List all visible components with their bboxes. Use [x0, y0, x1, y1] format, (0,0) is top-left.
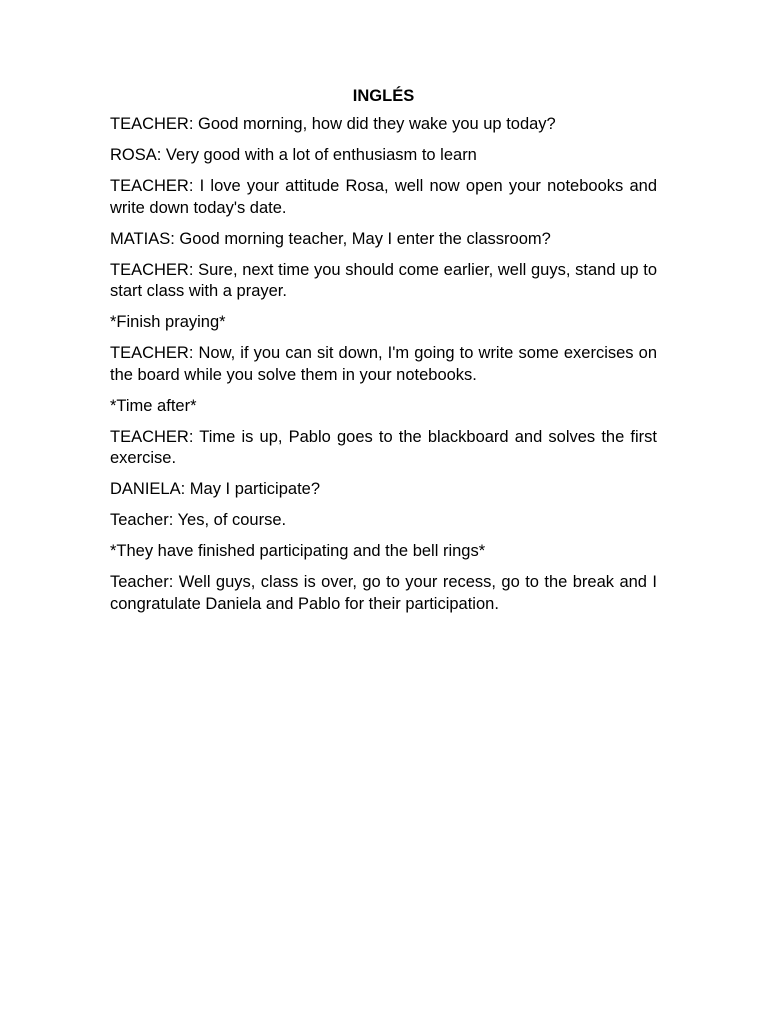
dialogue-line-7: TEACHER: Time is up, Pablo goes to the blackboard and solves the first exercise.: [110, 427, 657, 467]
stage-direction-3: *They have finished participating and the bell rings*: [110, 542, 486, 560]
stage-direction-2: *Time after*: [110, 396, 197, 415]
dialogue-line-4: MATIAS: Good morning teacher, May I enter the classroom?: [110, 229, 551, 248]
dialogue-line-9: Teacher: Yes, of course.: [110, 511, 287, 529]
document-title: INGLÉS: [352, 87, 415, 105]
dialogue-line-6: TEACHER: Now, if you can sit down, I'm going to write some exercises on the board while you solve them in your notebooks.: [110, 344, 657, 384]
dialogue-line-8: DANIELA: May I participate?: [110, 480, 321, 498]
dialogue-line-3: TEACHER: I love your attitude Rosa, well now open your notebooks and write down today's date.: [110, 177, 657, 217]
stage-direction-1: *Finish praying*: [110, 313, 226, 331]
dialogue-line-10: Teacher: Well guys, class is over, go to your recess, go to the break and I congratulate Daniela and Pablo for their participation.: [110, 573, 657, 613]
dialogue-line-2: ROSA: Very good with a lot of enthusiasm to learn: [110, 146, 477, 164]
document-page: [110, 86, 657, 625]
dialogue-line-1: TEACHER: Good morning, how did they wake you up today?: [110, 115, 556, 133]
dialogue-line-5: TEACHER: Sure, next time you should come earlier, well guys, stand up to start class with a prayer.: [110, 260, 657, 300]
